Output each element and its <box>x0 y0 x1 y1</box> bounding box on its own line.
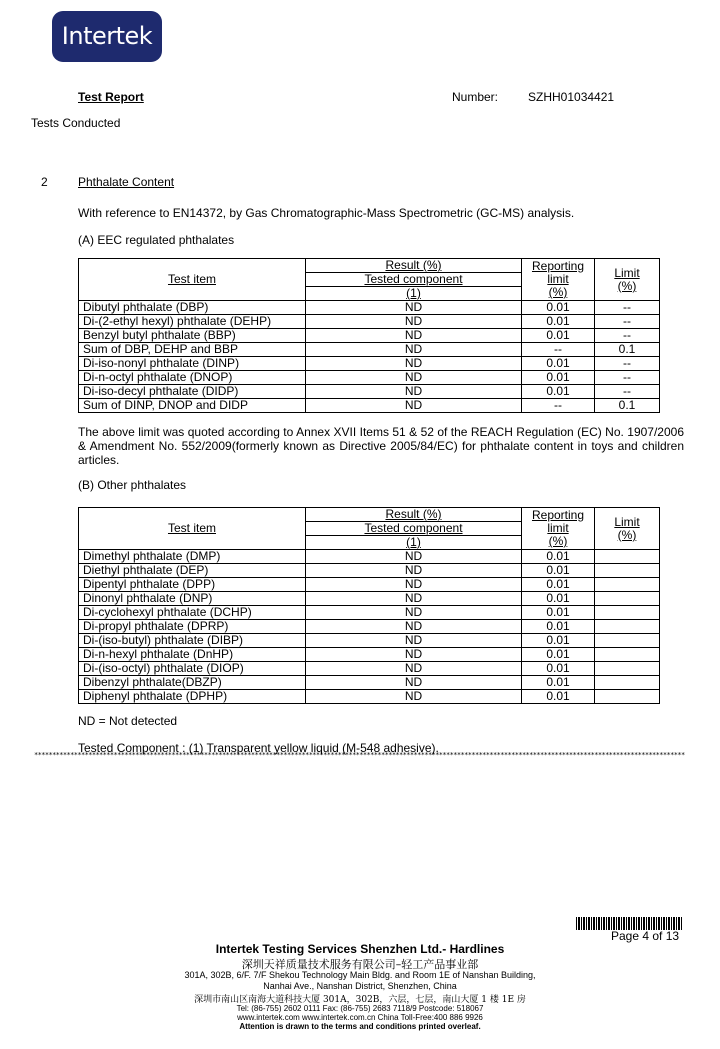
header-component-no: (1) <box>306 536 522 550</box>
limit-cell <box>595 676 660 690</box>
limit-cell: -- <box>595 301 660 315</box>
header-reporting-limit: Reporting limit (%) <box>522 508 595 550</box>
result-cell: ND <box>306 634 522 648</box>
limit-cell <box>595 578 660 592</box>
result-cell: ND <box>306 690 522 704</box>
result-cell: ND <box>306 357 522 371</box>
footer-web: www.intertek.com www.intertek.com.cn China Toll-Free:400 886 9926 <box>237 1013 483 1022</box>
limit-cell <box>595 564 660 578</box>
method-reference: With reference to EN14372, by Gas Chromatographic-Mass Spectrometric (GC-MS) analysis. <box>78 206 575 220</box>
table-row <box>79 592 660 606</box>
limit-cell <box>595 690 660 704</box>
reporting-limit-cell: 0.01 <box>522 634 595 648</box>
table-row <box>79 606 660 620</box>
header-component-no: (1) <box>306 287 522 301</box>
section-heading: Tests Conducted <box>31 116 121 130</box>
limit-cell: -- <box>595 357 660 371</box>
reporting-limit-cell: 0.01 <box>522 578 595 592</box>
limit-cell: 0.1 <box>595 343 660 357</box>
test-item-cell: Dibenzyl phthalate(DBZP) <box>79 676 306 690</box>
section-number: 2 <box>41 175 48 189</box>
header-reporting-limit: Reporting limit (%) <box>522 259 595 301</box>
table-row <box>79 329 660 343</box>
header-limit: Limit (%) <box>595 508 660 550</box>
header-test-item: Test item <box>79 259 306 301</box>
result-cell: ND <box>306 564 522 578</box>
header-tested-component: Tested component <box>306 522 522 536</box>
footer-address-2: Nanhai Ave., Nanshan District, Shenzhen, China <box>263 981 457 991</box>
result-cell: ND <box>306 301 522 315</box>
separator-line: ************************************************************************************************************************************************************************************ <box>34 751 685 759</box>
table-row <box>79 343 660 357</box>
table-row <box>79 690 660 704</box>
test-item-cell: Benzyl butyl phthalate (BBP) <box>79 329 306 343</box>
table-a <box>78 258 660 413</box>
table-b-body <box>79 550 660 704</box>
table-row <box>79 301 660 315</box>
table-b <box>78 507 660 704</box>
reporting-limit-cell: 0.01 <box>522 648 595 662</box>
table-a-body <box>79 301 660 413</box>
limit-cell <box>595 634 660 648</box>
header-result: Result (%) <box>306 508 522 522</box>
reporting-limit-cell: 0.01 <box>522 329 595 343</box>
table-row <box>79 578 660 592</box>
test-item-cell: Di-cyclohexyl phthalate (DCHP) <box>79 606 306 620</box>
limit-cell: -- <box>595 329 660 343</box>
reporting-limit-cell: 0.01 <box>522 371 595 385</box>
limit-note: The above limit was quoted according to Annex XVII Items 51 & 52 of the REACH Regulation (EC) No. 1907/2006 & Amendment No. 552/2009(formerly known as Directive 2005/84/EC) for phthalate content in toys and children articles. <box>78 425 684 467</box>
test-item-cell: Sum of DBP, DEHP and BBP <box>79 343 306 357</box>
result-cell: ND <box>306 399 522 413</box>
reporting-limit-cell: 0.01 <box>522 690 595 704</box>
header-tested-component: Tested component <box>306 273 522 287</box>
test-item-cell: Sum of DINP, DNOP and DIDP <box>79 399 306 413</box>
reporting-limit-cell: -- <box>522 343 595 357</box>
limit-cell <box>595 620 660 634</box>
reporting-limit-cell: 0.01 <box>522 592 595 606</box>
limit-cell <box>595 606 660 620</box>
report-number: SZHH01034421 <box>528 90 615 104</box>
result-cell: ND <box>306 329 522 343</box>
limit-cell <box>595 648 660 662</box>
test-item-cell: Di-iso-nonyl phthalate (DINP) <box>79 357 306 371</box>
table-row <box>79 357 660 371</box>
table-a-caption: (A) EEC regulated phthalates <box>78 233 235 247</box>
table-row <box>79 371 660 385</box>
test-item-cell: Di-n-octyl phthalate (DNOP) <box>79 371 306 385</box>
table-row <box>79 399 660 413</box>
number-label: Number: <box>452 90 499 104</box>
table-row <box>79 385 660 399</box>
limit-cell: 0.1 <box>595 399 660 413</box>
reporting-limit-cell: 0.01 <box>522 606 595 620</box>
test-item-cell: Diethyl phthalate (DEP) <box>79 564 306 578</box>
nd-note: ND = Not detected <box>78 714 178 728</box>
report-label: Test Report <box>78 90 144 104</box>
table-row <box>79 634 660 648</box>
reporting-limit-cell: 0.01 <box>522 676 595 690</box>
test-item-cell: Diphenyl phthalate (DPHP) <box>79 690 306 704</box>
limit-cell: -- <box>595 371 660 385</box>
limit-cell: -- <box>595 315 660 329</box>
table-row <box>79 564 660 578</box>
test-item-cell: Dinonyl phthalate (DNP) <box>79 592 306 606</box>
table-row <box>79 315 660 329</box>
footer-contact: Tel: (86-755) 2602 0111 Fax: (86-755) 2683 7118/9 Postcode: 518067 <box>236 1004 484 1013</box>
page-indicator: Page 4 of 13 <box>611 929 680 943</box>
footer-company: Intertek Testing Services Shenzhen Ltd.- Hardlines <box>215 942 505 956</box>
header-result: Result (%) <box>306 259 522 273</box>
test-item-cell: Dibutyl phthalate (DBP) <box>79 301 306 315</box>
result-cell: ND <box>306 371 522 385</box>
result-cell: ND <box>306 592 522 606</box>
test-item-cell: Di-(2-ethyl hexyl) phthalate (DEHP) <box>79 315 306 329</box>
test-item-cell: Dipentyl phthalate (DPP) <box>79 578 306 592</box>
table-row <box>79 620 660 634</box>
table-row <box>79 676 660 690</box>
table-b-caption: (B) Other phthalates <box>78 478 187 492</box>
test-item-cell: Di-(iso-octyl) phthalate (DIOP) <box>79 662 306 676</box>
result-cell: ND <box>306 676 522 690</box>
reporting-limit-cell: 0.01 <box>522 301 595 315</box>
section-title: Phthalate Content <box>78 175 175 189</box>
limit-cell: -- <box>595 385 660 399</box>
result-cell: ND <box>306 662 522 676</box>
test-item-cell: Di-propyl phthalate (DPRP) <box>79 620 306 634</box>
result-cell: ND <box>306 385 522 399</box>
reporting-limit-cell: 0.01 <box>522 315 595 329</box>
reporting-limit-cell: 0.01 <box>522 662 595 676</box>
footer-company-cn: 深圳天祥质量技术服务有限公司–轻工产品事业部 <box>241 958 479 971</box>
intertek-logo: Intertek <box>52 11 162 62</box>
limit-cell <box>595 550 660 564</box>
table-row <box>79 662 660 676</box>
reporting-limit-cell: 0.01 <box>522 550 595 564</box>
tested-component-note: Tested Component : (1) Transparent yellow liquid (M-548 adhesive). <box>78 741 439 755</box>
table-row <box>79 550 660 564</box>
reporting-limit-cell: 0.01 <box>522 564 595 578</box>
test-item-cell: Di-n-hexyl phthalate (DnHP) <box>79 648 306 662</box>
limit-cell <box>595 592 660 606</box>
footer-address-1: 301A, 302B, 6/F. 7/F Shekou Technology Main Bldg. and Room 1E of Nanshan Building, <box>184 970 536 980</box>
reporting-limit-cell: 0.01 <box>522 357 595 371</box>
result-cell: ND <box>306 578 522 592</box>
reporting-limit-cell: -- <box>522 399 595 413</box>
header-limit: Limit (%) <box>595 259 660 301</box>
test-item-cell: Dimethyl phthalate (DMP) <box>79 550 306 564</box>
header-test-item: Test item <box>79 508 306 550</box>
reporting-limit-cell: 0.01 <box>522 620 595 634</box>
test-item-cell: Di-(iso-butyl) phthalate (DIBP) <box>79 634 306 648</box>
reporting-limit-cell: 0.01 <box>522 385 595 399</box>
test-item-cell: Di-iso-decyl phthalate (DIDP) <box>79 385 306 399</box>
result-cell: ND <box>306 550 522 564</box>
footer-attention: Attention is drawn to the terms and conditions printed overleaf. <box>239 1022 481 1031</box>
limit-cell <box>595 662 660 676</box>
result-cell: ND <box>306 606 522 620</box>
result-cell: ND <box>306 315 522 329</box>
result-cell: ND <box>306 648 522 662</box>
table-row <box>79 648 660 662</box>
result-cell: ND <box>306 343 522 357</box>
result-cell: ND <box>306 620 522 634</box>
footer-address-cn: 深圳市南山区南海大道科技大厦 301A，302B，六层，七层，南山大厦 1 楼 1E 房 <box>194 995 526 1005</box>
